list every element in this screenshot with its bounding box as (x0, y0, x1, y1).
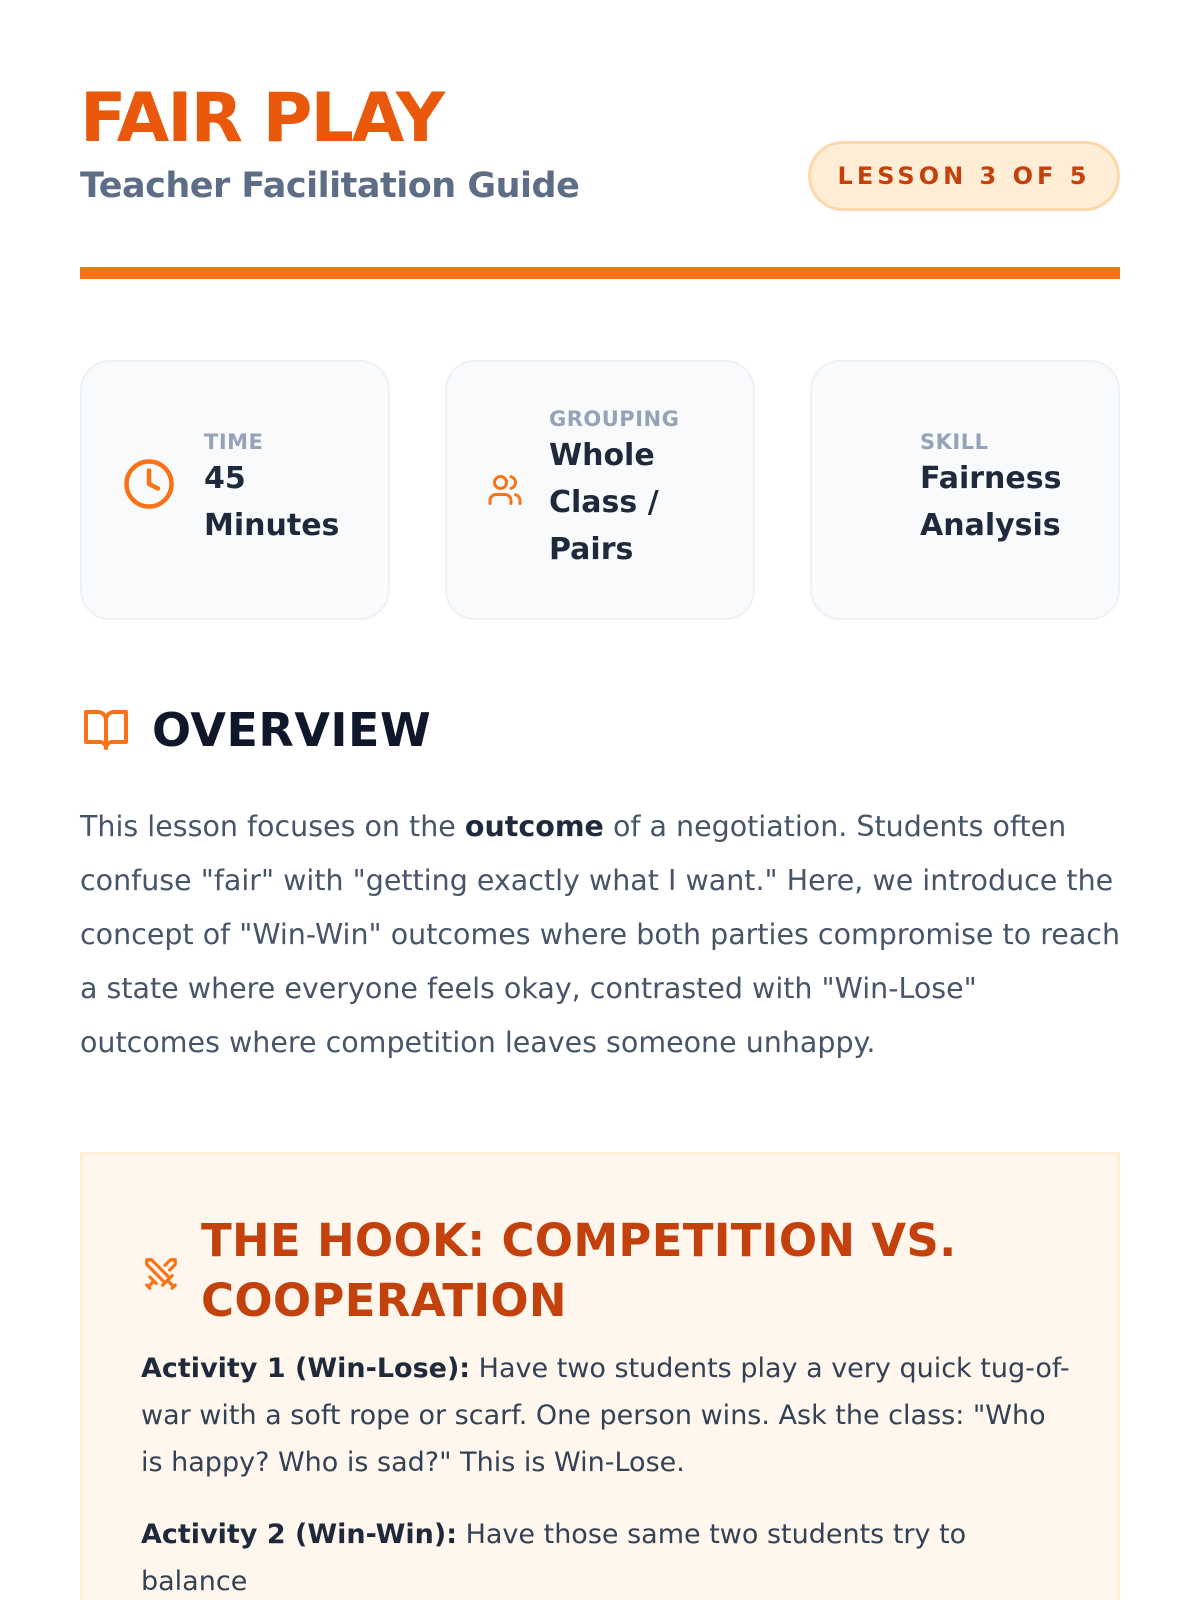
activity-2-text: Have those same two students try to balance (141, 1519, 967, 1597)
users-icon (487, 472, 523, 508)
info-card-value: 45 Minutes (204, 461, 340, 543)
page-subtitle: Teacher Facilitation Guide (80, 166, 580, 206)
info-card-skill (810, 360, 1120, 620)
info-card-label: TIME (204, 430, 264, 454)
activity-1-label: Activity 1 (Win-Lose): (141, 1353, 471, 1384)
overview-title: OVERVIEW (152, 703, 432, 757)
crossed-swords-icon (142, 1255, 180, 1297)
clock-icon (122, 457, 176, 511)
hook-title: THE HOOK: COMPETITION VS. COOPERATION (201, 1214, 957, 1327)
activity-2 (141, 1511, 1071, 1600)
info-card-value: Whole Class / Pairs (549, 438, 659, 567)
lesson-badge: LESSON 3 OF 5 (808, 141, 1120, 211)
info-card-label: GROUPING (549, 407, 680, 431)
open-book-icon (80, 706, 132, 754)
info-card-grouping (445, 360, 755, 620)
overview-text-emphasis: outcome (464, 810, 604, 843)
header-divider (80, 267, 1120, 279)
activity-2-label: Activity 2 (Win-Win): (141, 1519, 457, 1550)
activity-1 (141, 1345, 1071, 1486)
guide-page (80, 0, 1120, 1600)
info-card-skill-text (920, 429, 1110, 549)
overview-text-start: This lesson focuses on the (80, 810, 465, 843)
overview-paragraph (80, 800, 1120, 1070)
info-card-value: Fairness Analysis (920, 461, 1062, 543)
info-card-label: SKILL (920, 430, 989, 454)
info-card-time-text (204, 429, 374, 549)
page-title: FAIR PLAY (80, 79, 444, 158)
info-cards (80, 360, 1120, 620)
overview-text-end: of a negotiation. Students often confuse "fair" with "getting exactly what I want." Here, we introduce the concept of "Win-Win" outcomes where both parties compromise to reach a state where everyone feels okay, contrasted with "Win-Lose" outcomes where competition leaves someone unhappy. (80, 810, 1121, 1059)
info-card-time (80, 360, 390, 620)
info-card-grouping-text (549, 406, 689, 573)
hook-panel (80, 1152, 1120, 1600)
overview-heading (80, 700, 431, 760)
activity-1-text: Have two students play a very quick tug-of-war with a soft rope or scarf. One person wins. Ask the class: "Who is happy? Who is sad?" This is Win-Lose. (141, 1353, 1070, 1478)
